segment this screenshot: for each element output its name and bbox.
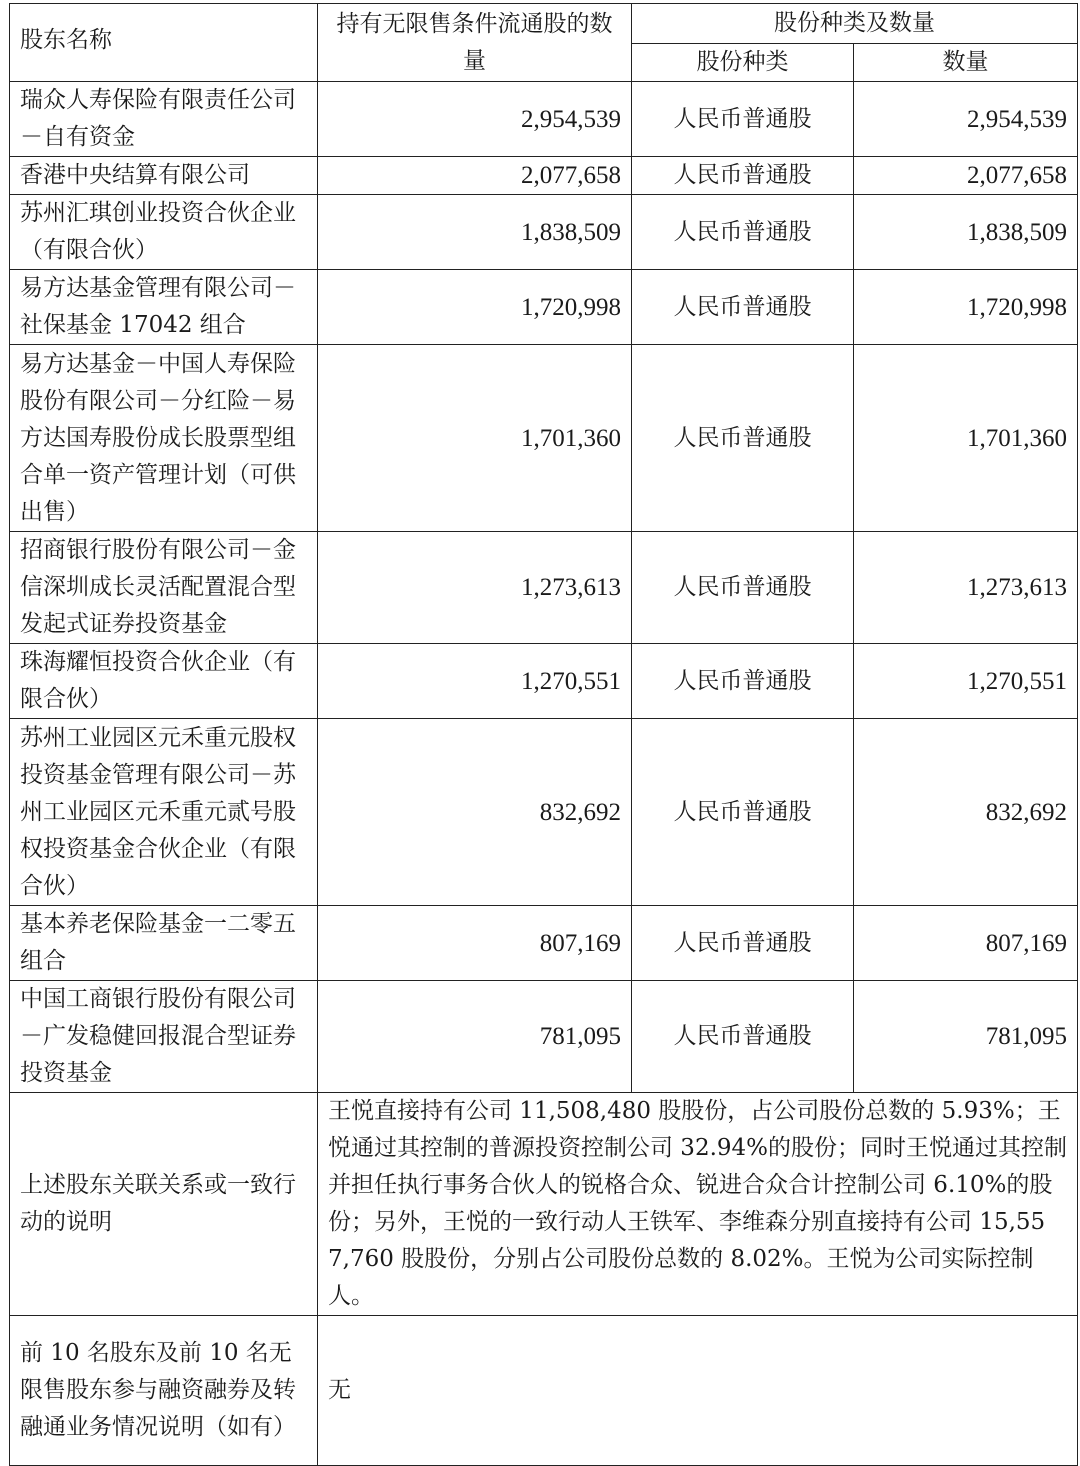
shareholder-name: 易方达基金－中国人寿保险股份有限公司－分红险－易方达国寿股份成长股票型组合单一资产管理计划（可供出售） (10, 345, 318, 532)
held-qty: 1,838,509 (318, 195, 632, 270)
held-qty: 1,701,360 (318, 345, 632, 532)
held-qty: 1,270,551 (318, 644, 632, 719)
table-row (10, 719, 1078, 906)
held-qty: 1,720,998 (318, 270, 632, 345)
share-qty: 1,701,360 (854, 345, 1078, 532)
table-row (10, 270, 1078, 345)
note-row-margin-trading (10, 1316, 1078, 1466)
header-qty: 数量 (854, 44, 1078, 82)
share-type: 人民币普通股 (632, 345, 854, 532)
held-qty: 2,954,539 (318, 82, 632, 157)
share-type: 人民币普通股 (632, 644, 854, 719)
shareholder-name: 易方达基金管理有限公司－社保基金 17042 组合 (10, 270, 318, 345)
share-qty: 832,692 (854, 719, 1078, 906)
share-qty: 1,720,998 (854, 270, 1078, 345)
share-qty: 2,954,539 (854, 82, 1078, 157)
header-name: 股东名称 (10, 4, 318, 82)
table-row (10, 157, 1078, 195)
held-qty: 781,095 (318, 981, 632, 1093)
held-qty: 832,692 (318, 719, 632, 906)
shareholder-name: 招商银行股份有限公司－金信深圳成长灵活配置混合型发起式证券投资基金 (10, 532, 318, 644)
table-row (10, 906, 1078, 981)
share-qty: 1,273,613 (854, 532, 1078, 644)
held-qty: 1,273,613 (318, 532, 632, 644)
share-qty: 1,270,551 (854, 644, 1078, 719)
header-unrestricted-qty: 持有无限售条件流通股的数量 (318, 4, 632, 82)
table-row (10, 981, 1078, 1093)
header-type-and-qty: 股份种类及数量 (632, 4, 1078, 44)
shareholder-name: 苏州汇琪创业投资合伙企业（有限合伙） (10, 195, 318, 270)
share-type: 人民币普通股 (632, 270, 854, 345)
note-label: 前 10 名股东及前 10 名无限售股东参与融资融券及转融通业务情况说明（如有） (10, 1316, 318, 1466)
shareholder-name: 苏州工业园区元禾重元股权投资基金管理有限公司－苏州工业园区元禾重元贰号股权投资基金合伙企业（有限合伙） (10, 719, 318, 906)
header-row (10, 4, 1078, 44)
share-type: 人民币普通股 (632, 719, 854, 906)
shareholder-name: 珠海耀恒投资合伙企业（有限合伙） (10, 644, 318, 719)
share-type: 人民币普通股 (632, 906, 854, 981)
share-qty: 2,077,658 (854, 157, 1078, 195)
share-type: 人民币普通股 (632, 195, 854, 270)
note-row-relationship (10, 1093, 1078, 1316)
share-qty: 807,169 (854, 906, 1078, 981)
note-text: 无 (318, 1316, 1078, 1466)
table-row (10, 345, 1078, 532)
share-type: 人民币普通股 (632, 532, 854, 644)
shareholder-name: 瑞众人寿保险有限责任公司－自有资金 (10, 82, 318, 157)
header-type: 股份种类 (632, 44, 854, 82)
share-qty: 781,095 (854, 981, 1078, 1093)
note-text: 王悦直接持有公司 11,508,480 股股份，占公司股份总数的 5.93%；王悦通过其控制的普源投资控制公司 32.94%的股份；同时王悦通过其控制并担任执行事务合伙人的锐格合众、锐进合众合计控制公司 6.10%的股份；另外，王悦的一致行动人王铁军、李维森分别直接持有公司 15,557,760 股股份，分别占公司股份总数的 8.02%。王悦为公司实际控制人。 (318, 1093, 1078, 1316)
share-qty: 1,838,509 (854, 195, 1078, 270)
table-row (10, 195, 1078, 270)
held-qty: 807,169 (318, 906, 632, 981)
share-type: 人民币普通股 (632, 157, 854, 195)
held-qty: 2,077,658 (318, 157, 632, 195)
share-type: 人民币普通股 (632, 82, 854, 157)
table-row (10, 644, 1078, 719)
shareholder-name: 中国工商银行股份有限公司－广发稳健回报混合型证券投资基金 (10, 981, 318, 1093)
shareholder-name: 香港中央结算有限公司 (10, 157, 318, 195)
share-type: 人民币普通股 (632, 981, 854, 1093)
shareholder-table (9, 3, 1078, 1466)
note-label: 上述股东关联关系或一致行动的说明 (10, 1093, 318, 1316)
shareholder-name: 基本养老保险基金一二零五组合 (10, 906, 318, 981)
table-row (10, 82, 1078, 157)
table-row (10, 532, 1078, 644)
